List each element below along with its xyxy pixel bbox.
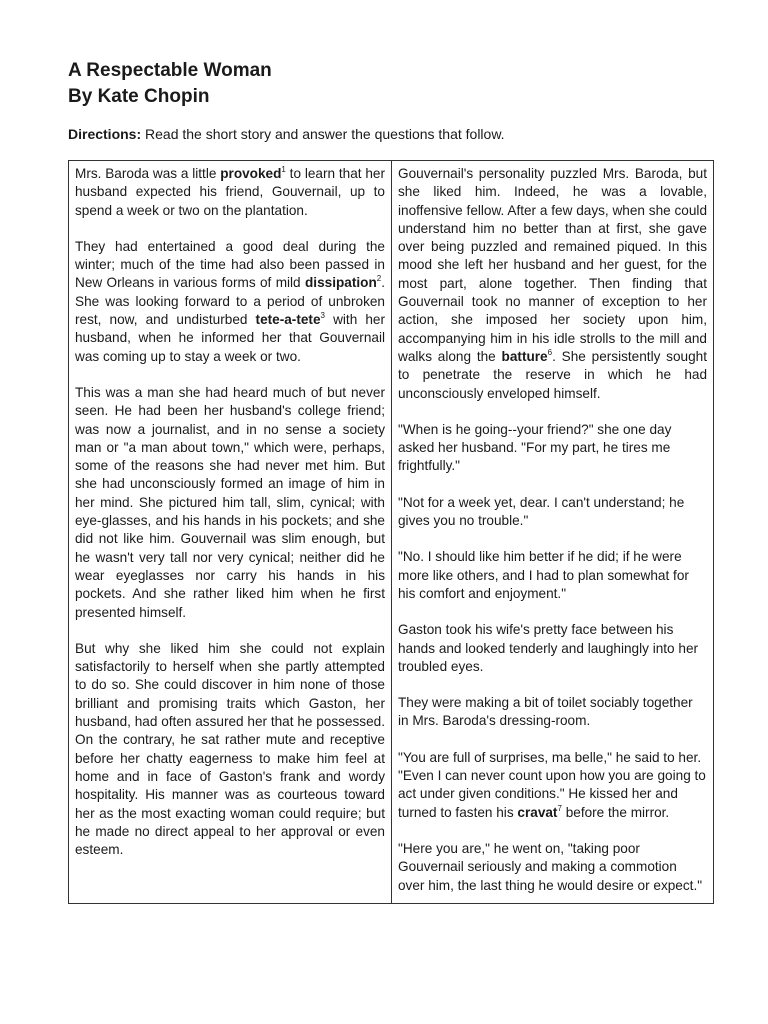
- vocab-provoked: provoked: [220, 166, 282, 181]
- vocab-batture: batture: [501, 348, 548, 364]
- left-column: [69, 161, 392, 904]
- right-paragraph-8: "Here you are," he went on, "taking poor Gouvernail seriously and making a commotion over him, the last thing he would desire or expect.": [398, 840, 703, 893]
- story-title: A Respectable Woman: [68, 60, 272, 81]
- left-paragraph-1: Mrs. Baroda was a little provoked$^1$ to learn that her husband expected his friend, Gouvernail, up to spend a week or two on the plantation.: [75, 165, 385, 218]
- directions-label: Directions:: [68, 126, 142, 142]
- vocab-dissipation: dissipation: [305, 275, 377, 291]
- footnote-3: 3: [320, 311, 325, 321]
- footnote-2: 2: [376, 274, 382, 284]
- vocab-cravat: cravat: [517, 804, 558, 820]
- directions-text: Read the short story and answer the questions that follow.: [141, 126, 505, 142]
- right-paragraph-1: Gouvernail's personality puzzled Mrs. Baroda, but she liked him. Indeed, he was a lovable, inoffensive fellow. After a few days, when she could understand him no better than at first, she gave over being puzzled and remained piqued. In this mood she left her husband and her guest, for the most part, alone together. Then finding that Gouvernail took no manner of exception to her action, she imposed her society upon him, accompanying him in his idle strolls to the mill and walks along the batture$^6$. She persistently sought to penetrate the reserve in which he had unconsciously enveloped himself.: [398, 166, 707, 401]
- right-paragraph-2: "When is he going--your friend?" she one day asked her husband. "For my part, he tires me frightfully.": [398, 421, 672, 474]
- story-author: By Kate Chopin: [68, 86, 210, 107]
- directions: [68, 125, 505, 144]
- vocab-tete-a-tete: tete-a-tete: [255, 312, 321, 328]
- right-paragraph-4: "No. I should like him better if he did; if he were more like others, and I had to plan somewhat for his comfort and enjoyment.": [398, 549, 689, 601]
- story-row: [69, 161, 714, 904]
- story-title-block: [68, 58, 272, 110]
- right-paragraph-3: "Not for a week yet, dear. I can't understand; he gives you no trouble.": [398, 494, 685, 529]
- footnote-6: 6: [547, 347, 553, 357]
- left-paragraph-2: They had entertained a good deal during the winter; much of the time had also been passed in New Orleans in various forms of mild dissipation$^2$. She was looking forward to a period of unbroken rest, now, and undisturbed tete-a-tete$^3$ with her husband, when he informed her that Gouvernail was coming up to stay a week or two.: [75, 238, 385, 364]
- story-table: [68, 160, 714, 904]
- left-paragraph-4: But why she liked him she could not explain satisfactorily to herself when she partly attempted to do so. She could discover in him none of those brilliant and promising traits which Gaston, her husband, had often assured her that he possessed. On the contrary, he sat rather mute and receptive before her chatty eagerness to make him feel at home and in face of Gaston's frank and wordy hospitality. His manner was as courteous toward her as the most exacting woman could require; but he made no direct appeal to her approval or even esteem.: [75, 640, 385, 858]
- right-column: [392, 161, 714, 904]
- right-paragraph-5: Gaston took his wife's pretty face between his hands and looked tenderly and laughingly into her troubled eyes.: [398, 622, 699, 674]
- right-paragraph-7: "You are full of surprises, ma belle," he said to her. "Even I can never count upon how you are going to act under given conditions." He kissed her and turned to fasten his cravat$^7$ before the mirror.: [398, 749, 706, 820]
- footnote-1: 1: [281, 165, 286, 174]
- right-paragraph-6: They were making a bit of toilet sociably together in Mrs. Baroda's dressing-room.: [398, 695, 693, 729]
- footnote-7: 7: [557, 803, 562, 813]
- left-paragraph-3: This was a man she had heard much of but never seen. He had been her husband's college friend; was now a journalist, and in no sense a society man or "a man about town," which were, perhaps, some of the reasons she had never met him. But she had unconsciously formed an image of him in her mind. She pictured him tall, slim, cynical; with eye-glasses, and his hands in his pockets; and she did not like him. Gouvernail was slim enough, but he wasn't very tall nor very cynical; neither did he wear eyeglasses nor carry his hands in his pockets. And she rather liked him when he first presented himself.: [75, 384, 385, 620]
